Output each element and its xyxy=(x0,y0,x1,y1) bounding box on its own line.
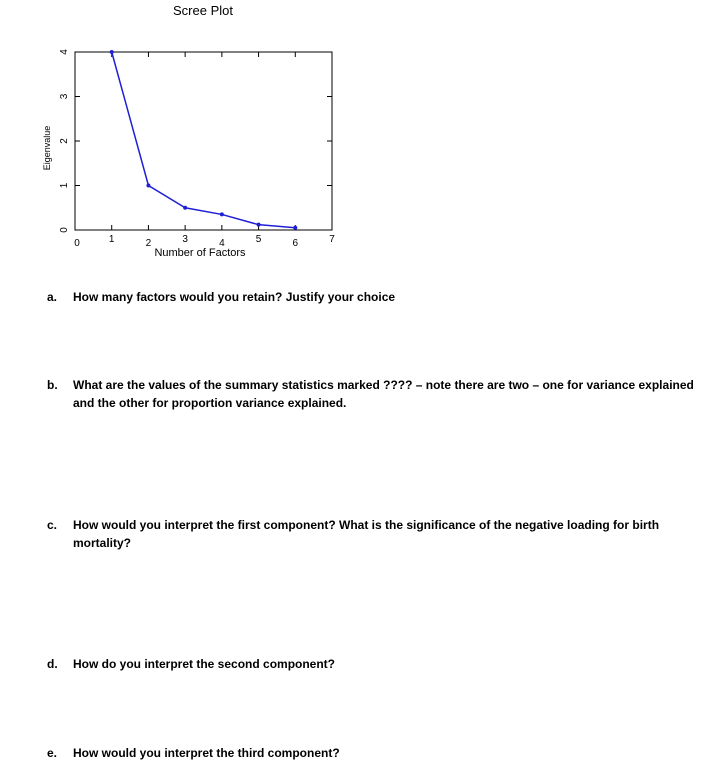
question-a-letter: a. xyxy=(47,290,58,304)
question-e-letter: e. xyxy=(47,746,58,760)
question-a-text: How many factors would you retain? Justify your choice xyxy=(73,290,396,304)
y-tick-label: 3 xyxy=(59,93,70,100)
x-tick-label: 0 xyxy=(74,238,80,249)
chart-title: Scree Plot xyxy=(173,3,233,18)
question-b-letter: b. xyxy=(47,378,58,392)
y-tick-label: 4 xyxy=(59,49,70,55)
x-tick-label: 3 xyxy=(182,234,188,245)
x-tick-label: 6 xyxy=(292,238,299,249)
y-tick-label: 1 xyxy=(59,182,70,189)
y-tick-label: 2 xyxy=(59,138,70,144)
question-e-text: How would you interpret the third component? xyxy=(73,746,340,760)
y-axis-label: Eigenvalue xyxy=(42,125,52,171)
question-c-text: How would you interpret the first component? What is the significance of the negative loading for birth mortality? xyxy=(73,518,660,550)
question-c-letter: c. xyxy=(47,518,58,532)
question-b-text: What are the values of the summary statistics marked ???? – note there are two – one for variance explained and the other for proportion variance explained. xyxy=(73,378,694,410)
x-tick-label: 4 xyxy=(219,238,225,249)
x-axis-label: Number of Factors xyxy=(154,247,246,259)
x-tick-label: 2 xyxy=(145,238,152,249)
x-tick-label: 1 xyxy=(108,234,115,245)
x-tick-label: 7 xyxy=(329,234,335,245)
question-d-letter: d. xyxy=(47,657,58,671)
question-d-text: How do you interpret the second component? xyxy=(73,657,336,671)
x-tick-label: 5 xyxy=(255,234,262,245)
y-tick-label: 0 xyxy=(59,227,70,233)
